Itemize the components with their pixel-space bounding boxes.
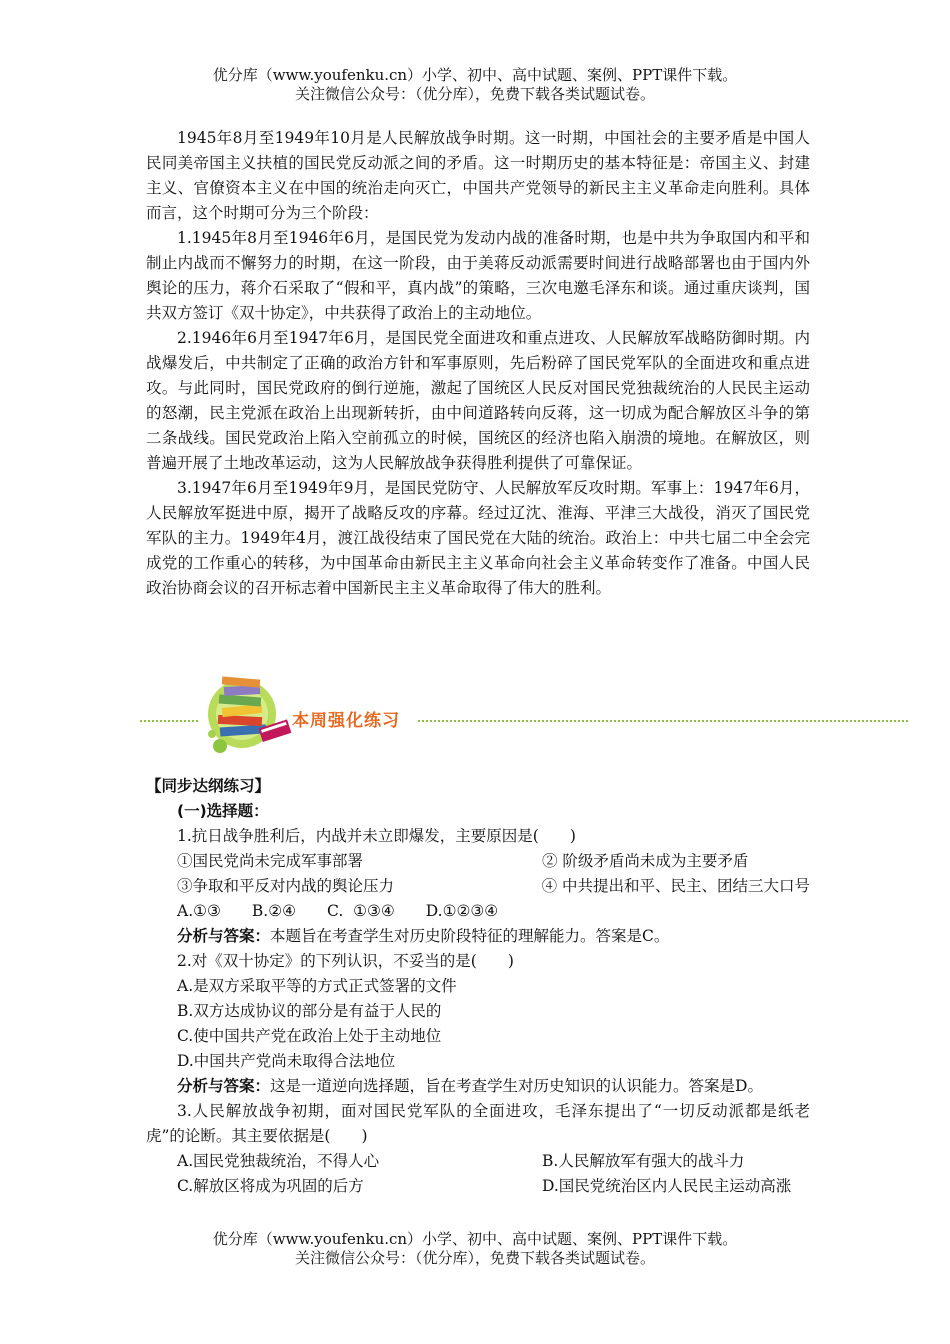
intro-paragraph-3: 2.1946年6月至1947年6月，是国民党全面进攻和重点进攻、人民解放军战略防御时期。内战爆发后，中共制定了正确的政治方针和军事原则，先后粉碎了国民党军队的全面进攻和重点进攻。与此同时，国民党政府的倒行逆施，激起了国统区人民反对国民党独裁统治的人民民主运动的怒潮，民主党派在政治上出现新转折，由中间道路转向反蒋，这一切成为配合解放区斗争的第二条战线。国民党政治上陷入空前孤立的时候，国统区的经济也陷入崩溃的境地。在解放区，则普遍开展了土地改革运动，这为人民解放战争获得胜利提供了可靠保证。 bbox=[146, 329, 810, 472]
question-2-answer bbox=[146, 1074, 810, 1099]
intro-paragraph-2: 1.1945年8月至1946年6月，是国民党为发动内战的准备时期，也是中共为争取国内和平和制止内战而不懈努力的时期，在这一阶段，由于美蒋反动派需要时间进行战略部署也由于国内外舆论的压力，蒋介石采取了“假和平，真内战”的策略，三次电邀毛泽东和谈。通过重庆谈判，国共双方签订《双十协定》，中共获得了政治上的主动地位。 bbox=[146, 229, 810, 322]
answer-label: 分析与答案： bbox=[177, 927, 271, 945]
page-header bbox=[0, 66, 950, 104]
question-3-option-d: D.国民党统治区内人民民主运动高涨 bbox=[542, 1177, 792, 1195]
question-3-option-c: C.解放区将成为巩固的后方 bbox=[177, 1177, 364, 1195]
weekly-practice-banner bbox=[140, 668, 780, 758]
intro-section bbox=[146, 126, 810, 601]
question-3-options-row-2 bbox=[146, 1174, 810, 1199]
intro-paragraph-4: 3.1947年6月至1949年9月，是国民党防守、人民解放军反攻时期。军事上：1947年6月，人民解放军挺进中原，揭开了战略反攻的序幕。经过辽沈、淮海、平津三大战役，消灭了国民党军队的主力。1949年4月，渡江战役结束了国民党在大陆的统治。政治上：中共七届二中全会完成党的工作重心的转移，为中国革命由新民主主义革命向社会主义革命转变作了准备。中国人民政治协商会议的召开标志着中国新民主主义革命取得了伟大的胜利。 bbox=[146, 479, 810, 597]
question-1-option-4: ④ 中共提出和平、民主、团结三大口号 bbox=[541, 877, 810, 895]
question-1-options-row-1 bbox=[146, 849, 810, 874]
header-line-2: 关注微信公众号：（优分库），免费下载各类试题试卷。 bbox=[294, 85, 655, 103]
question-1-option-2: ② 阶级矛盾尚未成为主要矛盾 bbox=[542, 852, 749, 870]
answer-label: 分析与答案： bbox=[177, 1077, 271, 1095]
question-2-option-c: C.使中国共产党在政治上处于主动地位 bbox=[177, 1027, 442, 1045]
page-footer bbox=[0, 1230, 950, 1268]
question-2-option-b: B.双方达成协议的部分是有益于人民的 bbox=[177, 1002, 442, 1020]
intro-paragraph-1: 1945年8月至1949年10月是人民解放战争时期。这一时期，中国社会的主要矛盾是中国人民同美帝国主义扶植的国民党反动派之间的矛盾。这一时期历史的基本特征是：帝国主义、封建主义、官僚资本主义在中国的统治走向灭亡，中国共产党领导的新民主主义革命走向胜利。具体而言，这个时期可分为三个阶段： bbox=[146, 129, 810, 222]
section-title: 【同步达纲练习】 bbox=[146, 777, 271, 795]
books-icon bbox=[202, 668, 302, 758]
question-1-choices: A.①③ B.②④ C. ①③④ D.①②③④ bbox=[177, 902, 499, 920]
question-1-option-1: ①国民党尚未完成军事部署 bbox=[177, 852, 364, 870]
question-3-stem: 3.人民解放战争初期，面对国民党军队的全面进攻，毛泽东提出了“一切反动派都是纸老虎”的论断。其主要依据是( ) bbox=[146, 1102, 810, 1145]
exercise-section bbox=[146, 774, 810, 1199]
question-1-answer bbox=[146, 924, 810, 949]
footer-line-2: 关注微信公众号：（优分库），免费下载各类试题试卷。 bbox=[294, 1249, 655, 1267]
banner-divider-right bbox=[418, 720, 908, 722]
banner-divider-left bbox=[140, 720, 198, 722]
answer-text: 本题旨在考查学生对历史阶段特征的理解能力。答案是C。 bbox=[270, 927, 670, 945]
question-3-options-row-1 bbox=[146, 1149, 810, 1174]
subsection-title: (一)选择题： bbox=[177, 802, 269, 820]
answer-text: 这是一道逆向选择题，旨在考查学生对历史知识的认识能力。答案是D。 bbox=[270, 1077, 763, 1095]
question-2-option-d: D.中国共产党尚未取得合法地位 bbox=[177, 1052, 396, 1070]
question-1-option-3: ③争取和平反对内战的舆论压力 bbox=[177, 877, 395, 895]
footer-line-1: 优分库（www.youfenku.cn）小学、初中、高中试题、案例、PPT课件下载。 bbox=[212, 1230, 738, 1248]
question-3-option-a: A.国民党独裁统治，不得人心 bbox=[177, 1152, 380, 1170]
banner-title: 本周强化练习 bbox=[292, 711, 400, 731]
question-2-stem: 2.对《双十协定》的下列认识，不妥当的是( ) bbox=[177, 952, 514, 970]
question-1-stem: 1.抗日战争胜利后，内战并未立即爆发，主要原因是( ) bbox=[177, 827, 576, 845]
question-1-options-row-2 bbox=[146, 874, 810, 899]
question-3-option-b: B.人民解放军有强大的战斗力 bbox=[542, 1152, 745, 1170]
header-line-1: 优分库（www.youfenku.cn）小学、初中、高中试题、案例、PPT课件下载。 bbox=[212, 66, 738, 84]
question-2-option-a: A.是双方采取平等的方式正式签署的文件 bbox=[177, 977, 457, 995]
